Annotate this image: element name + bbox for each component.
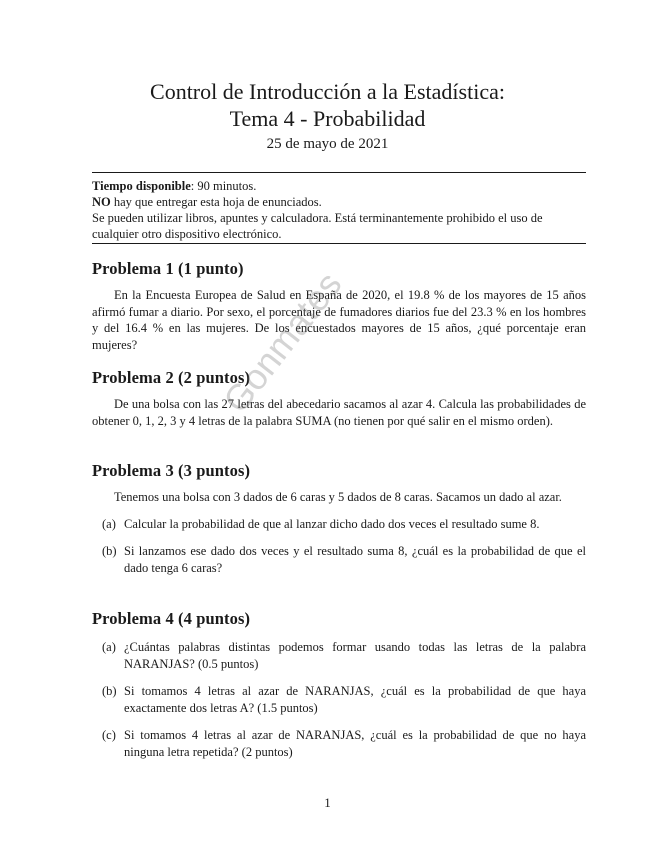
problem-3-items (92, 516, 586, 577)
exam-date: 25 de mayo de 2021 (266, 136, 389, 152)
problem-3-item-a (92, 516, 586, 533)
problem-4-items (92, 639, 586, 760)
item-text: Si tomamos 4 letras al azar de NARANJAS, ¿cuál es la probabilidad de que no haya ninguna letra repetida? (2 puntos) (124, 728, 586, 759)
item-text: Si lanzamos ese dado dos veces y el resultado suma 8, ¿cuál es la probabilidad de que el dado tenga 6 caras? (124, 544, 586, 575)
item-label: (b) (102, 684, 117, 698)
problem-1-text: En la Encuesta Europea de Salud en España de 2020, el 19.8 % de los mayores de 15 años afirmó fumar a diario. Por sexo, el porcentaje de fumadores diarios fue del 23.3 % en los hombres y del 16.4 % en las mujeres. De los encuestados mayores de 15 años, ¿qué porcentaje eran mujeres? (92, 288, 586, 352)
problem-4-item-b (92, 683, 586, 716)
problem-1 (92, 259, 586, 353)
exam-header (0, 78, 655, 153)
item-label: (b) (102, 544, 117, 558)
problem-2 (92, 368, 586, 429)
exam-title-line-1: Control de Introducción a la Estadística: (150, 79, 505, 104)
problem-2-title: Problema 2 (2 puntos) (92, 368, 251, 387)
no-text: hay que entregar esta hoja de enunciados. (110, 195, 322, 209)
time-line (92, 178, 586, 194)
item-text: Si tomamos 4 letras al azar de NARANJAS, ¿cuál es la probabilidad de que haya exactamente dos letras A? (1.5 puntos) (124, 684, 586, 715)
problem-3-text: Tenemos una bolsa con 3 dados de 6 caras y 5 dados de 8 caras. Sacamos un dado al azar. (114, 490, 562, 504)
exam-title-line-2: Tema 4 - Probabilidad (229, 106, 426, 131)
item-label: (a) (102, 516, 116, 531)
instructions-box (92, 178, 586, 242)
problem-4 (92, 609, 586, 771)
item-label: (a) (102, 640, 116, 654)
problem-4-item-a (92, 639, 586, 672)
problem-3-item-b (92, 543, 586, 576)
problem-3 (92, 461, 586, 587)
problem-1-title: Problema 1 (1 punto) (92, 259, 244, 278)
problem-4-item-c (92, 727, 586, 760)
page-number: 1 (324, 795, 331, 810)
no-label: NO (92, 195, 111, 209)
problem-3-title: Problema 3 (3 puntos) (92, 461, 251, 480)
item-label: (c) (102, 728, 116, 742)
time-value: : 90 minutos. (190, 179, 257, 193)
watermark: Gonmates (215, 264, 350, 421)
problem-2-text: De una bolsa con las 27 letras del abecedario sacamos al azar 4. Calcula las probabilidades de obtener 0, 1, 2, 3 y 4 letras de la palabra SUMA (no tienen por qué salir en el mismo orden). (92, 397, 586, 428)
no-line (92, 194, 586, 210)
item-text: Calcular la probabilidad de que al lanzar dicho dado dos veces el resultado sume 8. (124, 516, 540, 531)
item-text: ¿Cuántas palabras distintas podemos formar usando todas las letras de la palabra NARANJAS? (0.5 puntos) (124, 640, 586, 671)
materials-text: Se pueden utilizar libros, apuntes y calculadora. Está terminantemente prohibido el uso de cualquier otro dispositivo electrónico. (92, 211, 543, 241)
bottom-rule (92, 243, 586, 244)
time-label: Tiempo disponible (92, 179, 191, 193)
problem-4-title: Problema 4 (4 puntos) (92, 609, 251, 628)
top-rule (92, 172, 586, 173)
